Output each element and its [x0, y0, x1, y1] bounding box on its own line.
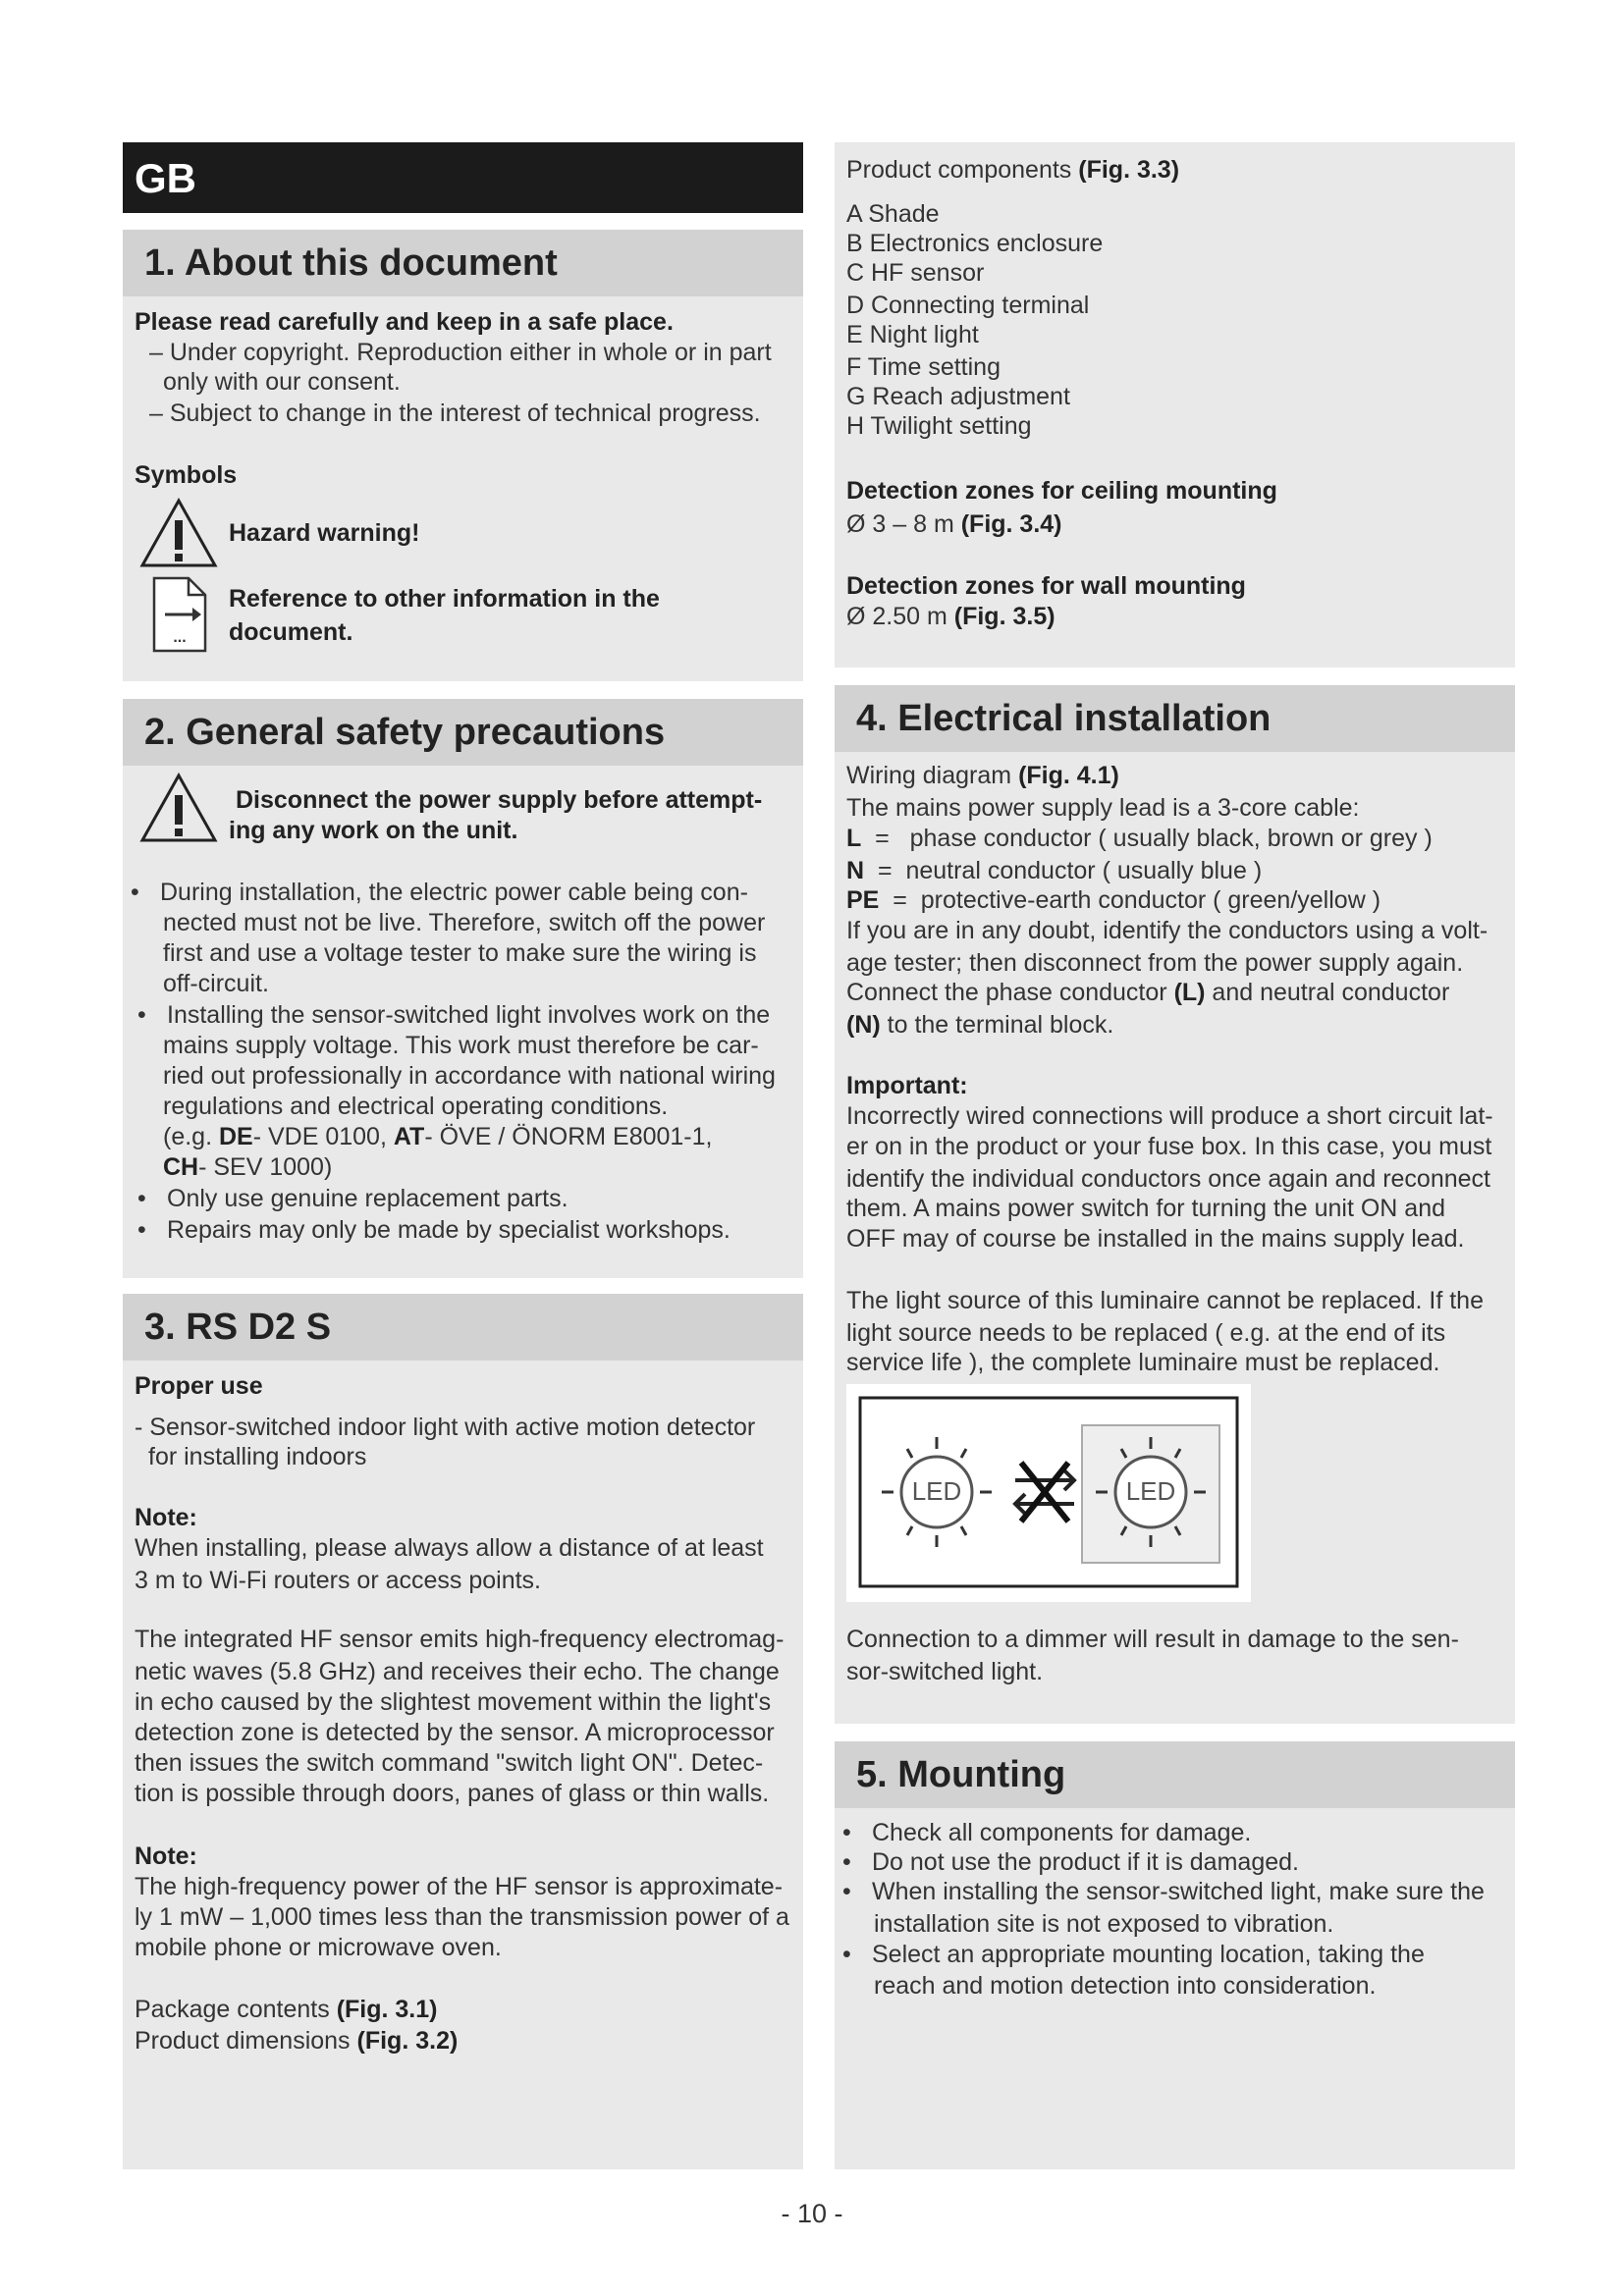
- s2-bullet-1-line-3: first and use a voltage tester to make sure the wiring is: [163, 939, 757, 967]
- dimmer-line-1: Connection to a dimmer will result in damage to the sen-: [846, 1626, 1459, 1653]
- s5-bullet-1: • Check all components for damage.: [872, 1818, 1251, 1848]
- section-4-heading: 4. Electrical installation: [835, 685, 1515, 752]
- wall-detection-label: Detection zones for wall mounting: [846, 572, 1246, 600]
- connect-line-1: Connect the phase conductor (L) and neutral conductor: [846, 979, 1450, 1006]
- component-h: H Twilight setting: [846, 412, 1032, 440]
- s1-copyright-line-2: only with our consent.: [163, 368, 401, 396]
- reference-text-line-2: document.: [229, 618, 353, 646]
- light-source-line-2: light source needs to be replaced ( e.g. at the end of its: [846, 1319, 1446, 1347]
- important-line-2: er on in the product or your fuse box. In this case, you must: [846, 1133, 1492, 1160]
- reference-text-line-1: Reference to other information in the: [229, 585, 660, 613]
- s1-copyright-line-1: – Under copyright. Reproduction either in whole or in part: [149, 339, 772, 366]
- hazard-warning-text: Hazard warning!: [229, 519, 420, 547]
- led-label-left: LED: [911, 1476, 962, 1506]
- conductor-pe: PE = protective-earth conductor ( green/yellow ): [846, 886, 1381, 914]
- proper-use-line-2: for installing indoors: [148, 1443, 367, 1470]
- hf-line-2: netic waves (5.8 GHz) and receives their echo. The change: [135, 1658, 780, 1685]
- doubt-line-1: If you are in any doubt, identify the conductors using a volt-: [846, 917, 1489, 944]
- product-dimensions: Product dimensions (Fig. 3.2): [135, 2027, 459, 2055]
- note-1-line-2: 3 m to Wi-Fi routers or access points.: [135, 1567, 542, 1594]
- hf-line-1: The integrated HF sensor emits high-frequency electromag-: [135, 1626, 785, 1653]
- s5-bullet-4: • Select an appropriate mounting location, taking the: [872, 1940, 1425, 1970]
- note-2-line-2: ly 1 mW – 1,000 times less than the transmission power of a: [135, 1903, 789, 1931]
- connect-line-2: (N) to the terminal block.: [846, 1011, 1114, 1039]
- s2-bullet-2: • Installing the sensor-switched light involves work on the: [167, 1000, 770, 1031]
- s5-bullet-3-line-2: installation site is not exposed to vibration.: [874, 1910, 1334, 1938]
- hf-line-6: tion is possible through doors, panes of glass or thin walls.: [135, 1780, 770, 1807]
- product-components: Product components (Fig. 3.3): [846, 156, 1180, 184]
- note-2-line-3: mobile phone or microwave oven.: [135, 1934, 502, 1961]
- important-line-1: Incorrectly wired connections will produce a short circuit lat-: [846, 1102, 1493, 1130]
- section-3-heading: 3. RS D2 S: [123, 1294, 803, 1361]
- important-line-5: OFF may of course be installed in the mains supply lead.: [846, 1225, 1465, 1253]
- note-1-label: Note:: [135, 1504, 197, 1531]
- s1-change-line: – Subject to change in the interest of technical progress.: [149, 400, 761, 427]
- s5-bullet-2: • Do not use the product if it is damaged.: [872, 1847, 1299, 1878]
- s5-bullet-3: • When installing the sensor-switched light, make sure the: [872, 1877, 1485, 1907]
- important-label: Important:: [846, 1072, 968, 1099]
- s2-bullet-2-line-2: mains supply voltage. This work must therefore be car-: [163, 1032, 759, 1059]
- led-not-replaceable-figure: [846, 1384, 1251, 1602]
- note-2-label: Note:: [135, 1842, 197, 1870]
- wall-detection-value: Ø 2.50 m (Fig. 3.5): [846, 603, 1056, 630]
- proper-use-line-1: - Sensor-switched indoor light with active motion detector: [135, 1414, 756, 1441]
- component-g: G Reach adjustment: [846, 383, 1070, 410]
- component-b: B Electronics enclosure: [846, 230, 1104, 257]
- conductor-n: N = neutral conductor ( usually blue ): [846, 857, 1263, 884]
- s2-standards-line-1: (e.g. DE- VDE 0100, AT- ÖVE / ÖNORM E8001-1,: [163, 1123, 713, 1150]
- s2-bullet-1-line-2: nected must not be live. Therefore, switch off the power: [163, 909, 766, 936]
- note-2-line-1: The high-frequency power of the HF sensor is approximate-: [135, 1873, 784, 1900]
- led-label-right: LED: [1125, 1476, 1176, 1506]
- package-contents: Package contents (Fig. 3.1): [135, 1996, 438, 2023]
- hazard-warning-icon: [138, 497, 219, 569]
- s2-bullet-1-line-4: off-circuit.: [163, 970, 269, 997]
- symbols-label: Symbols: [135, 461, 238, 489]
- component-f: F Time setting: [846, 353, 1001, 381]
- wiring-diagram: Wiring diagram (Fig. 4.1): [846, 762, 1119, 789]
- hf-line-4: detection zone is detected by the sensor. A microprocessor: [135, 1719, 775, 1746]
- component-c: C HF sensor: [846, 259, 985, 287]
- doubt-line-2: age tester; then disconnect from the power supply again.: [846, 949, 1464, 977]
- component-d: D Connecting terminal: [846, 292, 1090, 319]
- light-source-line-1: The light source of this luminaire cannot be replaced. If the: [846, 1287, 1484, 1314]
- important-line-4: them. A mains power switch for turning the unit ON and: [846, 1195, 1446, 1222]
- section-2-heading: 2. General safety precautions: [123, 699, 803, 766]
- s2-bullet-2-line-4: regulations and electrical operating conditions.: [163, 1093, 669, 1120]
- s2-bullet-3: • Only use genuine replacement parts.: [167, 1184, 568, 1214]
- s2-standards-line-2: CH- SEV 1000): [163, 1153, 333, 1181]
- conductor-l: L = phase conductor ( usually black, brown or grey ): [846, 825, 1433, 852]
- section-1-heading: 1. About this document: [123, 230, 803, 296]
- language-tag: GB: [123, 142, 803, 213]
- component-e: E Night light: [846, 321, 979, 348]
- s2-bullet-4: • Repairs may only be made by specialist workshops.: [167, 1215, 731, 1246]
- s5-bullet-4-line-2: reach and motion detection into consideration.: [874, 1972, 1377, 2000]
- cable-description: The mains power supply lead is a 3-core cable:: [846, 794, 1360, 822]
- s1-intro: Please read carefully and keep in a safe place.: [135, 308, 674, 336]
- important-line-3: identify the individual conductors once again and reconnect: [846, 1165, 1490, 1193]
- hf-line-3: in echo caused by the slightest movement within the light's: [135, 1688, 772, 1716]
- component-a: A Shade: [846, 200, 940, 228]
- s2-bullet-1: • During installation, the electric power cable being con-: [160, 878, 748, 908]
- disconnect-warning-line-1: Disconnect the power supply before attempt-: [236, 786, 763, 814]
- page-number: - 10 -: [781, 2199, 843, 2228]
- ceiling-detection-value: Ø 3 – 8 m (Fig. 3.4): [846, 510, 1062, 538]
- disconnect-warning-line-2: ing any work on the unit.: [229, 817, 518, 844]
- dimmer-line-2: sor-switched light.: [846, 1658, 1044, 1685]
- section-5-heading: 5. Mounting: [835, 1741, 1515, 1808]
- note-1-line-1: When installing, please always allow a distance of at least: [135, 1534, 764, 1562]
- proper-use-label: Proper use: [135, 1372, 263, 1400]
- hf-line-5: then issues the switch command "switch light ON". Detec-: [135, 1749, 764, 1777]
- s2-bullet-2-line-3: ried out professionally in accordance with national wiring: [163, 1062, 776, 1090]
- warning-icon: [138, 772, 219, 844]
- document-reference-icon: [151, 575, 208, 654]
- ceiling-detection-label: Detection zones for ceiling mounting: [846, 477, 1277, 505]
- svg-text:...: ...: [173, 629, 187, 646]
- light-source-line-3: service life ), the complete luminaire must be replaced.: [846, 1349, 1440, 1376]
